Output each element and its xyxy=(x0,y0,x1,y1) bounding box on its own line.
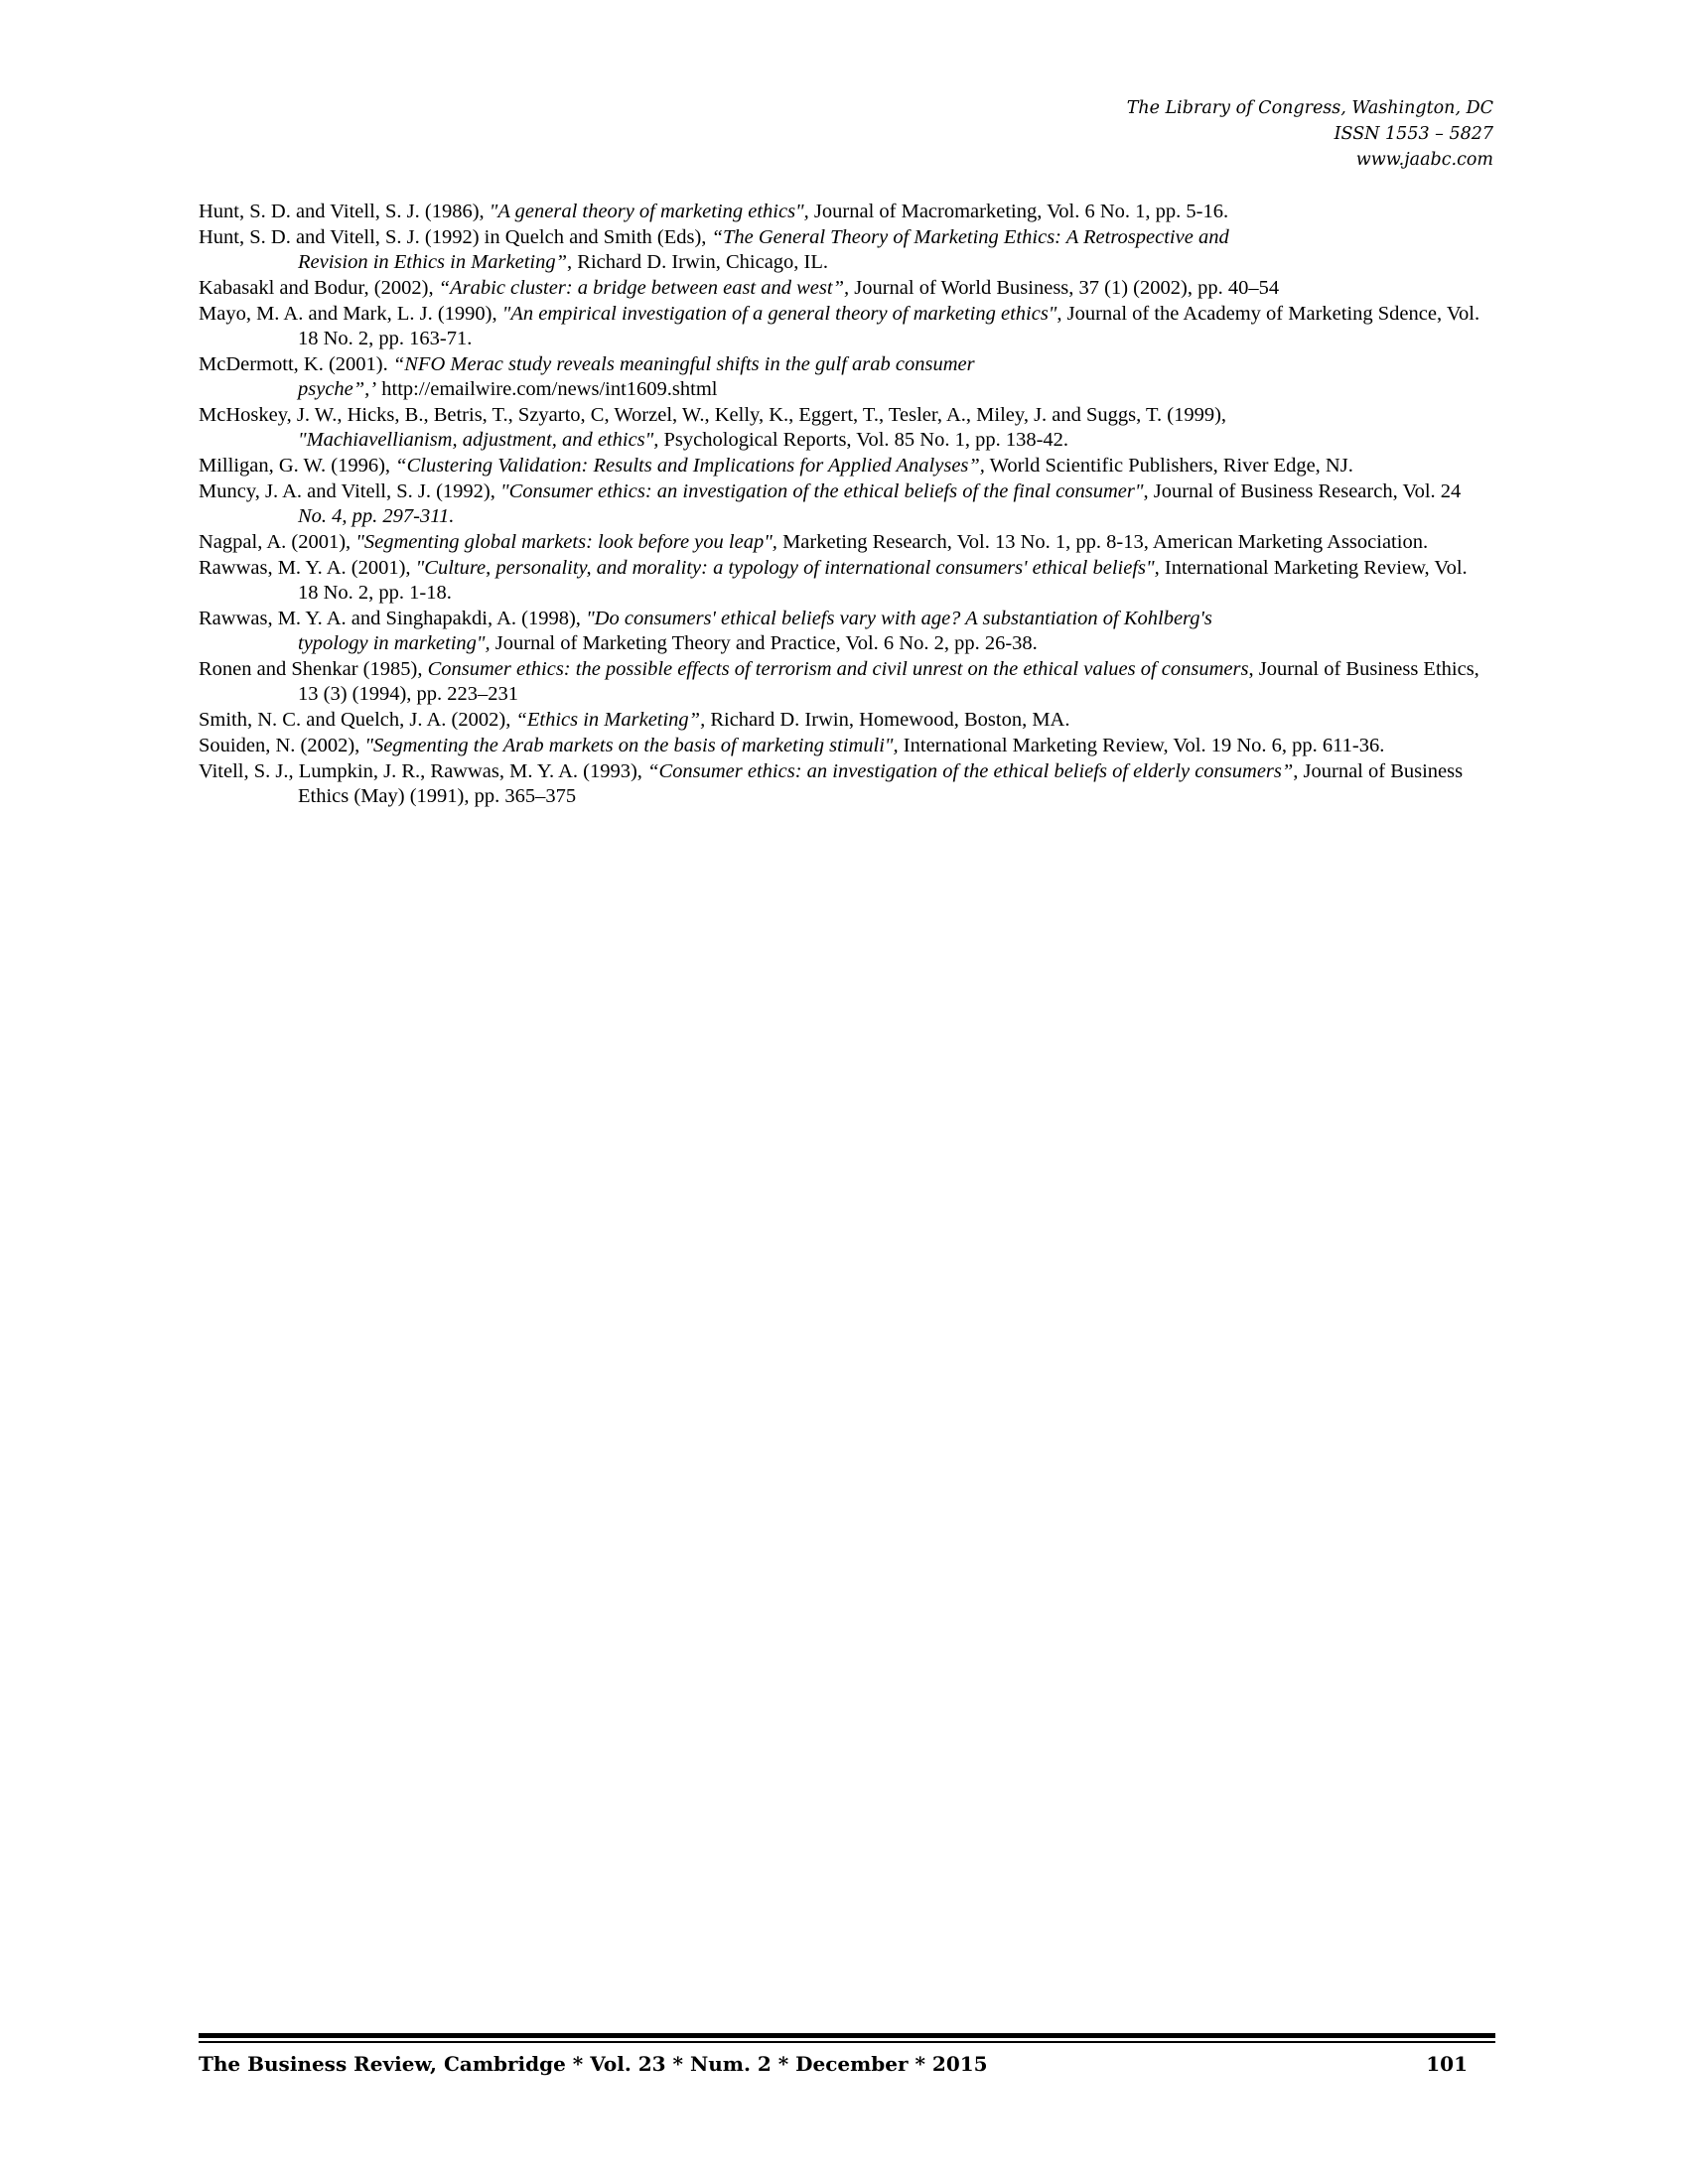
reference-item xyxy=(199,530,1489,555)
reference-authors: Nagpal, A. (2001), xyxy=(199,531,356,553)
reference-title-cont: Revision in Ethics in Marketing” xyxy=(298,251,568,273)
reference-item xyxy=(199,708,1489,733)
reference-authors: Muncy, J. A. and Vitell, S. J. (1992), xyxy=(199,480,500,502)
header-issn: ISSN 1553 – 5827 xyxy=(1334,124,1493,144)
reference-title: "Consumer ethics: an investigation of the ethical beliefs of the final consumer" xyxy=(500,480,1144,502)
footer-rule-thin xyxy=(199,2041,1495,2043)
reference-source: Journal of World Business, 37 (1) (2002), pp. 40–54 xyxy=(849,277,1280,299)
reference-source: Psychological Reports, Vol. 85 No. 1, pp. 138-42. xyxy=(658,429,1069,451)
reference-authors: Rawwas, M. Y. A. and Singhapakdi, A. (1998), xyxy=(199,608,587,629)
reference-item xyxy=(199,200,1489,224)
reference-item xyxy=(199,657,1489,707)
reference-authors: Souiden, N. (2002), xyxy=(199,735,365,756)
reference-url: http://emailwire.com/news/int1609.shtml xyxy=(376,378,718,400)
reference-title-cont: typology in marketing", xyxy=(298,632,491,654)
running-header xyxy=(798,95,1493,173)
reference-title: “Arabic cluster: a bridge between east and west”, xyxy=(438,277,850,299)
reference-title: "Do consumers' ethical beliefs vary with age? A substantiation of Kohlberg's xyxy=(586,608,1212,629)
reference-source: Journal of Marketing Theory and Practice, Vol. 6 No. 2, pp. 26-38. xyxy=(490,632,1038,654)
reference-title: "Culture, personality, and morality: a typology of international consumers' ethical beliefs", xyxy=(415,557,1160,579)
reference-item xyxy=(199,276,1489,301)
reference-source: International Marketing Review, Vol. 18 No. 2, pp. 1-18. xyxy=(298,557,1468,604)
reference-authors: Hunt, S. D. and Vitell, S. J. (1986), xyxy=(199,201,490,222)
reference-item xyxy=(199,479,1489,529)
header-website: www.jaabc.com xyxy=(1355,150,1493,170)
header-publisher: The Library of Congress, Washington, DC xyxy=(1126,98,1493,118)
reference-title: “Ethics in Marketing”, xyxy=(515,709,706,731)
reference-source: , Richard D. Irwin, Chicago, IL. xyxy=(567,251,829,273)
reference-source: , Journal of Business Ethics, 13 (3) (1994), pp. 223–231 xyxy=(298,658,1479,705)
reference-list xyxy=(199,200,1489,810)
reference-title: Consumer ethics: the possible effects of terrorism and civil unrest on the ethical values of consumers xyxy=(427,658,1249,680)
reference-authors: Hunt, S. D. and Vitell, S. J. (1992) in Quelch and Smith (Eds), xyxy=(199,226,712,248)
reference-authors: Smith, N. C. and Quelch, J. A. (2002), xyxy=(199,709,516,731)
reference-item xyxy=(199,454,1489,478)
page-number: 101 xyxy=(1426,2052,1468,2076)
reference-authors: McHoskey, J. W., Hicks, B., Betris, T., Szyarto, C, Worzel, W., Kelly, K., Eggert, T., Tesler, A., Miley, J. and Suggs, T. (1999), xyxy=(199,404,1227,426)
reference-source: Richard D. Irwin, Homewood, Boston, MA. xyxy=(705,709,1070,731)
reference-item xyxy=(199,556,1489,606)
reference-item xyxy=(199,607,1489,656)
reference-item xyxy=(199,302,1489,351)
reference-title-cont: psyche”,’ xyxy=(298,378,377,400)
reference-title: "Segmenting global markets: look before you leap", xyxy=(355,531,777,553)
reference-item xyxy=(199,759,1489,809)
reference-item xyxy=(199,352,1489,402)
reference-title: “The General Theory of Marketing Ethics: A Retrospective and xyxy=(711,226,1229,248)
reference-source: Journal of Macromarketing, Vol. 6 No. 1, pp. 5-16. xyxy=(808,201,1229,222)
reference-title: "A general theory of marketing ethics", xyxy=(489,201,809,222)
reference-authors: Vitell, S. J., Lumpkin, J. R., Rawwas, M. Y. A. (1993), xyxy=(199,760,648,782)
footer-rule xyxy=(199,2033,1495,2038)
footer-citation: The Business Review, Cambridge * Vol. 23 * Num. 2 * December * 2015 xyxy=(199,2052,988,2076)
reference-title: "Segmenting the Arab markets on the basis of marketing stimuli", xyxy=(364,735,899,756)
running-footer xyxy=(199,2051,1495,2077)
reference-source: International Marketing Review, Vol. 19 No. 6, pp. 611-36. xyxy=(898,735,1385,756)
reference-title: “Clustering Validation: Results and Implications for Applied Analyses”, xyxy=(395,455,985,477)
reference-title: "An empirical investigation of a general theory of marketing ethics" xyxy=(501,303,1057,325)
reference-title: “NFO Merac study reveals meaningful shifts in the gulf arab consumer xyxy=(392,353,975,375)
reference-item xyxy=(199,734,1489,758)
reference-source: , Journal of the Academy of Marketing Sdence, Vol. 18 No. 2, pp. 163-71. xyxy=(298,303,1480,349)
reference-authors: Rawwas, M. Y. A. (2001), xyxy=(199,557,416,579)
reference-source: , Journal of Business Ethics (May) (1991), pp. 365–375 xyxy=(298,760,1464,807)
reference-pages: No. 4, pp. 297-311. xyxy=(298,505,455,527)
reference-source: Marketing Research, Vol. 13 No. 1, pp. 8-13, American Marketing Association. xyxy=(776,531,1429,553)
reference-source: , Journal of Business Research, Vol. 24 xyxy=(1143,480,1462,502)
reference-title: “Consumer ethics: an investigation of the ethical beliefs of elderly consumers” xyxy=(647,760,1294,782)
reference-authors: McDermott, K. (2001). xyxy=(199,353,393,375)
reference-authors: Mayo, M. A. and Mark, L. J. (1990), xyxy=(199,303,502,325)
reference-item xyxy=(199,225,1489,275)
reference-item xyxy=(199,403,1489,453)
reference-authors: Kabasakl and Bodur, (2002), xyxy=(199,277,439,299)
reference-authors: Ronen and Shenkar (1985), xyxy=(199,658,428,680)
reference-title: "Machiavellianism, adjustment, and ethics", xyxy=(298,429,659,451)
reference-authors: Milligan, G. W. (1996), xyxy=(199,455,396,477)
reference-source: World Scientific Publishers, River Edge, NJ. xyxy=(984,455,1353,477)
